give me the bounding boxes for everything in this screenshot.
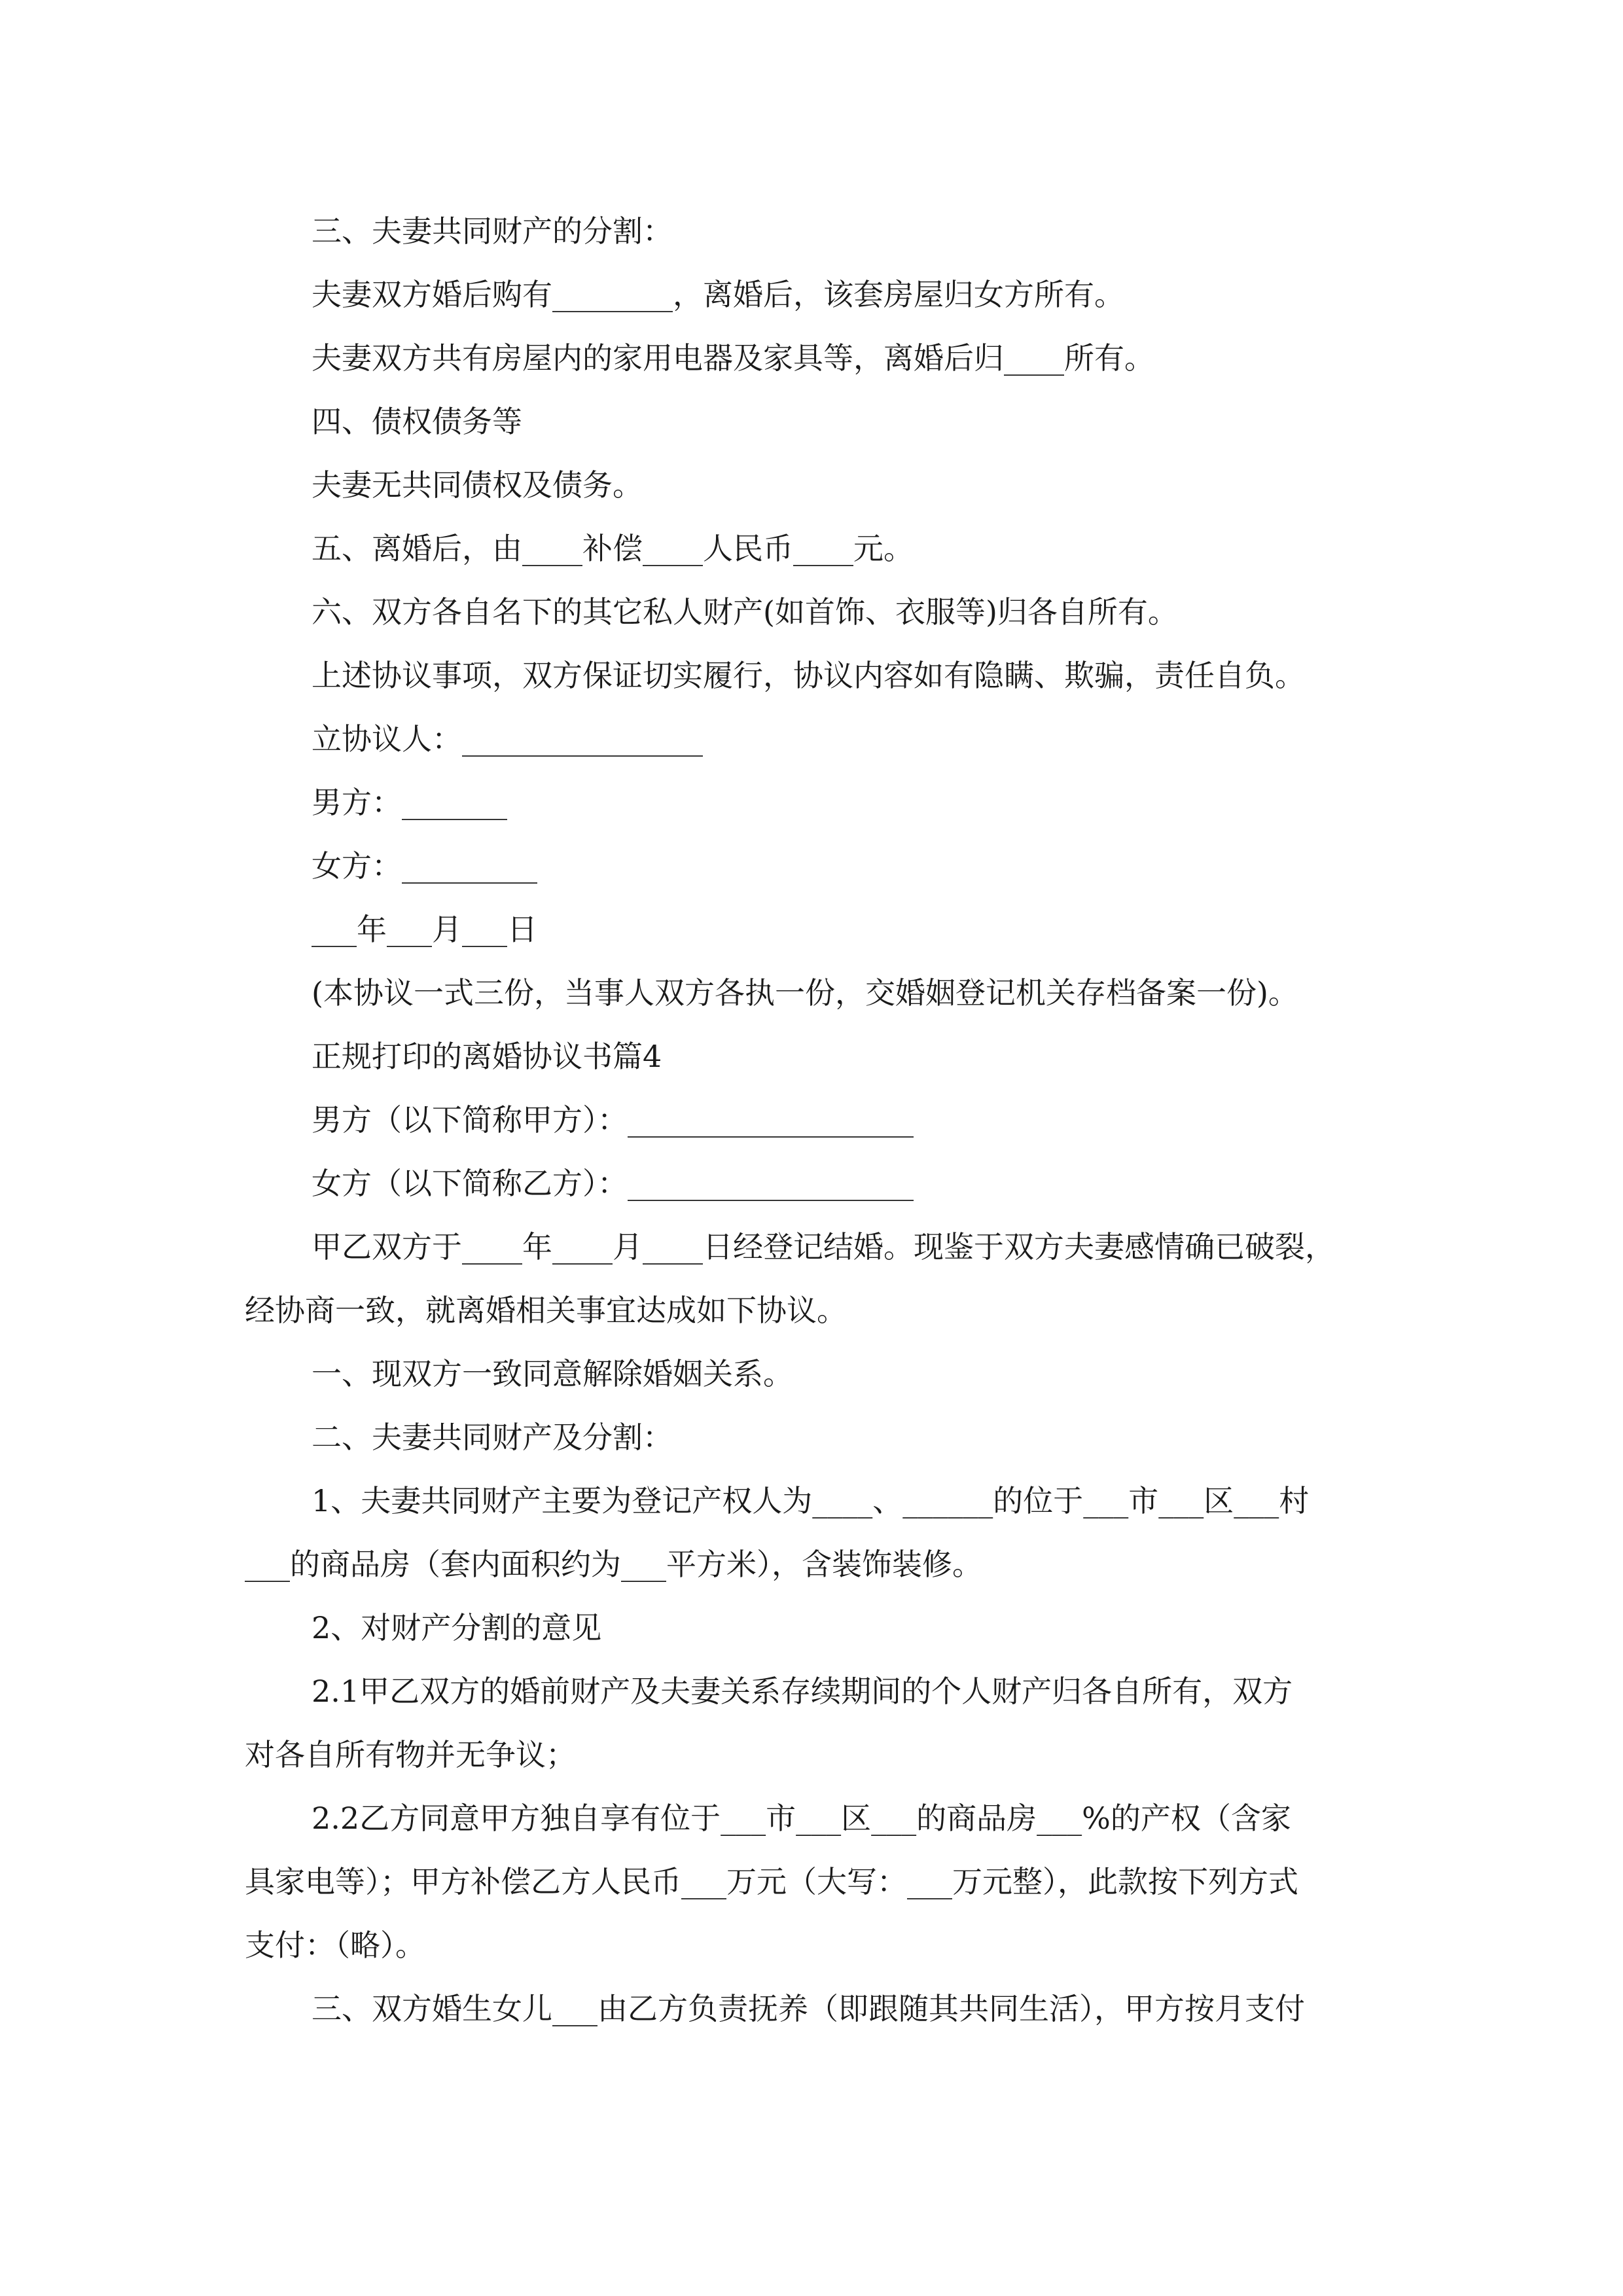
clause-line: 2.1甲乙双方的婚前财产及夫妻关系存续期间的个人财产归各自所有，双方	[312, 1674, 1293, 1709]
paragraph-line: 对各自所有物并无争议；	[245, 1737, 576, 1772]
paragraph-line: 支付：（略）。	[245, 1928, 425, 1963]
clause-line: 2.2乙方同意甲方独自享有位于___市___区___的商品房___%的产权（含家	[312, 1801, 1291, 1836]
copies-note: (本协议一式三份，当事人双方各执一份，交婚姻登记机关存档备案一份)。	[312, 975, 1298, 1011]
female-party-line: 女方：_________	[312, 848, 537, 884]
paragraph-line: 夫妻双方婚后购有________，离婚后，该套房屋归女方所有。	[312, 277, 1124, 312]
party-a-line: 男方（以下简称甲方）：___________________	[312, 1102, 914, 1138]
paragraph-line: 夫妻双方共有房屋内的家用电器及家具等，离婚后归____所有。	[312, 340, 1154, 376]
clause-line: 2、对财产分割的意见	[312, 1610, 602, 1645]
clause-line: 二、夫妻共同财产及分割：	[312, 1420, 673, 1455]
paragraph-line: ___的商品房（套内面积约为___平方米），含装饰装修。	[245, 1547, 982, 1582]
clause-line: 三、双方婚生女儿___由乙方负责抚养（即跟随其共同生活），甲方按月支付	[312, 1991, 1305, 2026]
signatory-line: 立协议人：________________	[312, 721, 703, 757]
section-heading-debts: 四、债权债务等	[312, 404, 522, 439]
clause-line: 1、夫妻共同财产主要为登记产权人为____、______的位于___市___区___村	[312, 1483, 1310, 1518]
section-title: 正规打印的离婚协议书篇4	[312, 1039, 662, 1074]
male-party-line: 男方：_______	[312, 785, 507, 820]
party-b-line: 女方（以下简称乙方）：___________________	[312, 1166, 914, 1201]
paragraph-line: 经协商一致，就离婚相关事宜达成如下协议。	[245, 1293, 847, 1328]
paragraph-line: 具家电等）；甲方补偿乙方人民币___万元（大写：___万元整），此款按下列方式	[245, 1864, 1298, 1899]
clause-line: 一、现双方一致同意解除婚姻关系。	[312, 1356, 793, 1391]
paragraph-line: 夫妻无共同债权及债务。	[312, 467, 643, 503]
date-line: ___年___月___日	[312, 912, 537, 947]
section-heading-property: 三、夫妻共同财产的分割：	[312, 213, 673, 249]
paragraph-line: 甲乙双方于____年____月____日经登记结婚。现鉴于双方夫妻感情确已破裂，	[312, 1229, 1335, 1265]
paragraph-line: 上述协议事项，双方保证切实履行，协议内容如有隐瞒、欺骗，责任自负。	[312, 658, 1305, 693]
section-heading-compensation: 五、离婚后，由____补偿____人民币____元。	[312, 531, 914, 566]
section-heading-private-property: 六、双方各自名下的其它私人财产(如首饰、衣服等)归各自所有。	[312, 594, 1178, 630]
